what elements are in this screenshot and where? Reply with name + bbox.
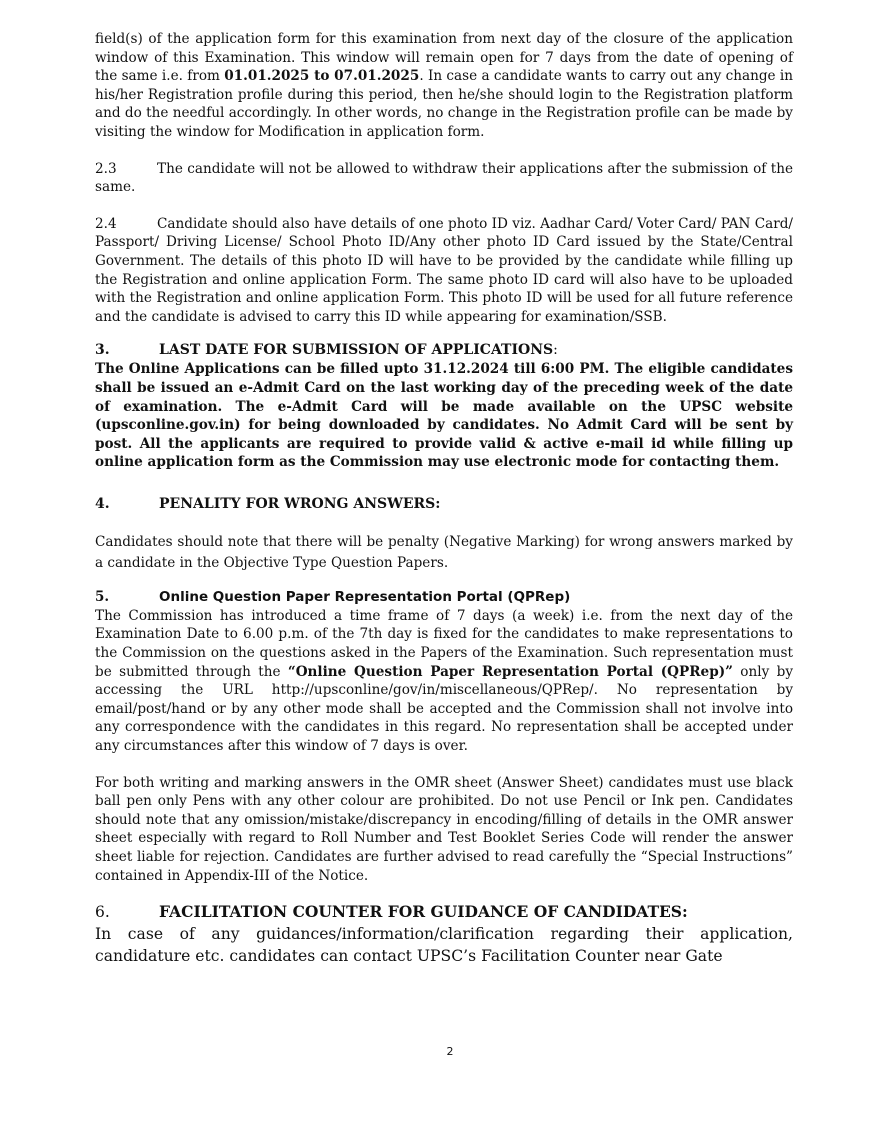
intro-paragraph: [95, 30, 793, 142]
section-title: FACILITATION COUNTER FOR GUIDANCE OF CANDIDATES:: [159, 902, 688, 922]
section-5-text-b: only by accessing the URL http://upsconline/gov/in/miscellaneous/QPRep/. No representation by email/post/hand or by any other mode shall be accepted and the Commission shall not involve into any correspondence with the candidates in this regard. No representation shall be accepted under any circumstances after this window of 7 days is over.: [95, 663, 794, 755]
section-5-heading: [95, 588, 793, 607]
paragraph-number: 2.4: [95, 215, 117, 232]
section-3-heading: [95, 340, 793, 360]
section-title: LAST DATE FOR SUBMISSION OF APPLICATIONS: [159, 342, 554, 359]
paragraph-2-4: [95, 215, 793, 327]
section-3-body: The Online Applications can be filled upto 31.12.2024 till 6:00 PM. The eligible candidates shall be issued an e-Admit Card on the last working day of the preceding week of the date of examination. The e-Admit Card will be made available on the UPSC website (upsconline.gov.in) for being downloaded by candidates. No Admit Card will be sent by post. All the applicants are required to provide valid & active e-mail id while filling up online application form as the Commission may use electronic mode for contacting them.: [95, 361, 793, 471]
section-title-colon: :: [553, 342, 558, 359]
modification-window-dates: 01.01.2025 to 07.01.2025: [224, 68, 420, 85]
paragraph-text: The candidate will not be allowed to withdraw their applications after the submission of the same.: [95, 160, 793, 196]
section-6-body: In case of any guidances/information/clarification regarding their application, candidature etc. candidates can contact UPSC’s Facilitation Counter near Gate: [95, 925, 793, 966]
section-5-text-a: The Commission has introduced a time frame of 7 days (a week) i.e. from the next day of the Examination Date to 6.00 p.m. of the 7th day is fixed for the candidates to make representations to the Commission on the questions asked in the Papers of the Examination. Such representation must be submitted through the: [95, 607, 793, 680]
section-6-heading: [95, 901, 793, 923]
section-number: 4.: [95, 495, 110, 512]
section-5-body: [95, 607, 793, 756]
section-4-body: Candidates should note that there will be penalty (Negative Marking) for wrong answers marked by a candidate in the Objective Type Question Papers.: [95, 533, 793, 571]
page-number: 2: [446, 1045, 454, 1058]
section-title: PENALITY FOR WRONG ANSWERS:: [159, 495, 441, 512]
document-page: [95, 30, 793, 967]
intro-text-a: field(s) of the application form for this examination from next day of the closure of the application window of this Examination. This window will remain open for 7 days from the date of opening of the same i.e. from: [95, 31, 793, 85]
paragraph-2-3: [95, 160, 793, 197]
paragraph-number: 2.3: [95, 160, 117, 177]
intro-text-b: . In case a candidate wants to carry out any change in his/her Registration profile during this period, then he/she should login to the Registration platform and do the needful accordingly. In other words, no change in the Registration profile can be made by visiting the window for Modification in application form.: [95, 68, 793, 140]
paragraph-text: Candidate should also have details of one photo ID viz. Aadhar Card/ Voter Card/ PAN Card/ Passport/ Driving License/ School Photo ID/Any other photo ID Card issued by the State/Central Government. The details of this photo ID will have to be provided by the candidate while filling up the Registration and online application Form. The same photo ID card will also have to be uploaded with the Registration and online application Form. This photo ID will be used for all future reference and the candidate is advised to carry this ID while appearing for examination/SSB.: [95, 215, 793, 325]
qprep-portal-name: “Online Question Paper Representation Portal (QPRep)”: [287, 663, 733, 680]
section-number: 6.: [95, 903, 110, 922]
section-title: Online Question Paper Representation Portal (QPRep): [159, 588, 571, 605]
section-number: 5.: [95, 588, 110, 605]
section-4-heading: [95, 494, 793, 514]
section-number: 3.: [95, 342, 110, 359]
omr-instructions: For both writing and marking answers in the OMR sheet (Answer Sheet) candidates must use black ball pen only Pens with any other colour are prohibited. Do not use Pencil or Ink pen. Candidates should note that any omission/mistake/discrepancy in encoding/filling of details in the OMR answer sheet especially with regard to Roll Number and Test Booklet Series Code will render the answer sheet liable for rejection. Candidates are further advised to read carefully the “Special Instructions” contained in Appendix-III of the Notice.: [95, 774, 793, 884]
